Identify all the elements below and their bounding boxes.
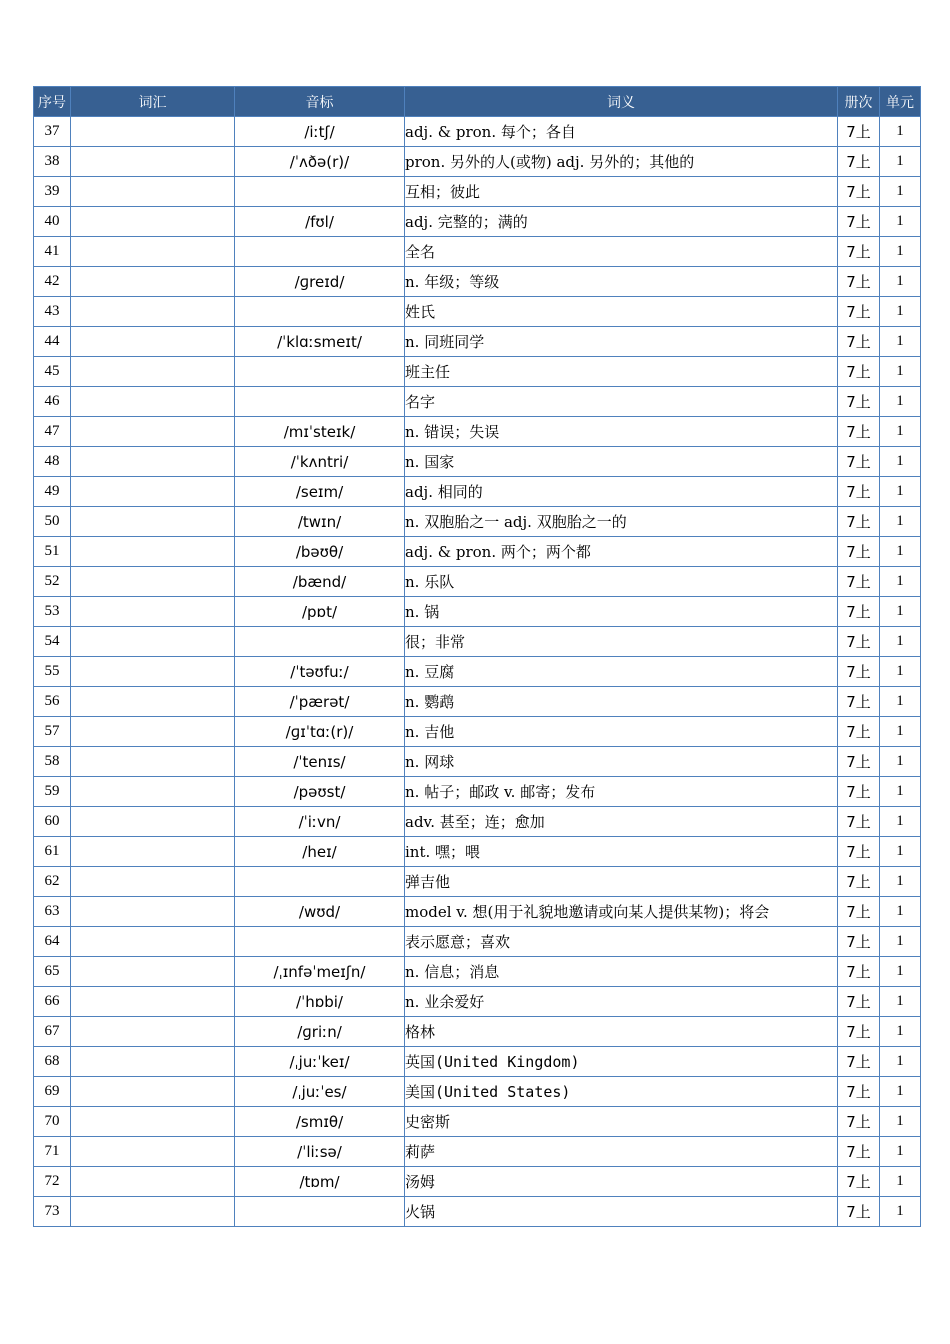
cell-word <box>71 357 235 387</box>
cell-phonetic <box>235 927 405 957</box>
cell-meaning: 火锅 <box>405 1197 838 1227</box>
cell-meaning: int. 嘿；喂 <box>405 837 838 867</box>
cell-unit: 1 <box>880 117 921 147</box>
table-row <box>34 177 921 207</box>
cell-word <box>71 387 235 417</box>
cell-seq: 45 <box>34 357 71 387</box>
cell-word <box>71 627 235 657</box>
cell-phonetic: /seɪm/ <box>235 477 405 507</box>
cell-phonetic <box>235 237 405 267</box>
cell-book: 7上 <box>838 627 880 657</box>
cell-phonetic: /bəʊθ/ <box>235 537 405 567</box>
cell-book: 7上 <box>838 207 880 237</box>
table-row <box>34 627 921 657</box>
cell-phonetic: /ˈkʌntri/ <box>235 447 405 477</box>
cell-unit: 1 <box>880 777 921 807</box>
cell-phonetic: /ˈtenɪs/ <box>235 747 405 777</box>
cell-meaning: 格林 <box>405 1017 838 1047</box>
cell-meaning: n. 年级；等级 <box>405 267 838 297</box>
table-row <box>34 927 921 957</box>
table-row <box>34 1197 921 1227</box>
cell-word <box>71 267 235 297</box>
cell-phonetic: /fʊl/ <box>235 207 405 237</box>
cell-meaning: n. 错误；失误 <box>405 417 838 447</box>
cell-seq: 38 <box>34 147 71 177</box>
cell-seq: 70 <box>34 1107 71 1137</box>
cell-meaning: 名字 <box>405 387 838 417</box>
table-row <box>34 1077 921 1107</box>
cell-phonetic: /mɪˈsteɪk/ <box>235 417 405 447</box>
table-row <box>34 657 921 687</box>
table-row <box>34 207 921 237</box>
cell-book: 7上 <box>838 567 880 597</box>
cell-book: 7上 <box>838 687 880 717</box>
cell-word <box>71 717 235 747</box>
cell-unit: 1 <box>880 147 921 177</box>
header-row <box>34 87 921 117</box>
cell-book: 7上 <box>838 507 880 537</box>
cell-word <box>71 117 235 147</box>
cell-unit: 1 <box>880 987 921 1017</box>
cell-unit: 1 <box>880 477 921 507</box>
cell-meaning: 弹吉他 <box>405 867 838 897</box>
cell-meaning: pron. 另外的人(或物) adj. 另外的；其他的 <box>405 147 838 177</box>
cell-unit: 1 <box>880 1047 921 1077</box>
cell-seq: 54 <box>34 627 71 657</box>
cell-phonetic <box>235 357 405 387</box>
cell-phonetic: /heɪ/ <box>235 837 405 867</box>
cell-word <box>71 837 235 867</box>
cell-unit: 1 <box>880 507 921 537</box>
cell-book: 7上 <box>838 537 880 567</box>
cell-unit: 1 <box>880 1077 921 1107</box>
cell-unit: 1 <box>880 567 921 597</box>
cell-book: 7上 <box>838 597 880 627</box>
table-row <box>34 297 921 327</box>
table-row <box>34 897 921 927</box>
header-book: 册次 <box>838 87 880 117</box>
cell-meaning: adj. & pron. 两个；两个都 <box>405 537 838 567</box>
cell-seq: 68 <box>34 1047 71 1077</box>
cell-unit: 1 <box>880 177 921 207</box>
cell-meaning: n. 信息；消息 <box>405 957 838 987</box>
table-row <box>34 777 921 807</box>
cell-book: 7上 <box>838 957 880 987</box>
cell-phonetic: /ˌjuːˈkeɪ/ <box>235 1047 405 1077</box>
table-row <box>34 567 921 597</box>
cell-meaning: model v. 想(用于礼貌地邀请或向某人提供某物)；将会 <box>405 897 838 927</box>
cell-seq: 47 <box>34 417 71 447</box>
cell-book: 7上 <box>838 417 880 447</box>
cell-seq: 58 <box>34 747 71 777</box>
vocabulary-table <box>33 86 921 1227</box>
cell-meaning: 很；非常 <box>405 627 838 657</box>
cell-unit: 1 <box>880 357 921 387</box>
cell-phonetic: /ˌjuːˈes/ <box>235 1077 405 1107</box>
cell-unit: 1 <box>880 957 921 987</box>
cell-word <box>71 687 235 717</box>
cell-phonetic: /ˈklɑːsmeɪt/ <box>235 327 405 357</box>
cell-phonetic <box>235 627 405 657</box>
cell-meaning: n. 网球 <box>405 747 838 777</box>
cell-seq: 50 <box>34 507 71 537</box>
cell-book: 7上 <box>838 747 880 777</box>
table-row <box>34 267 921 297</box>
cell-word <box>71 507 235 537</box>
cell-phonetic <box>235 867 405 897</box>
cell-meaning: adj. 完整的；满的 <box>405 207 838 237</box>
cell-word <box>71 1107 235 1137</box>
header-seq: 序号 <box>34 87 71 117</box>
cell-book: 7上 <box>838 357 880 387</box>
cell-book: 7上 <box>838 147 880 177</box>
cell-word <box>71 567 235 597</box>
cell-unit: 1 <box>880 867 921 897</box>
table-row <box>34 597 921 627</box>
cell-unit: 1 <box>880 1167 921 1197</box>
header-meaning: 词义 <box>405 87 838 117</box>
cell-word <box>71 867 235 897</box>
cell-phonetic: /ɡriːn/ <box>235 1017 405 1047</box>
cell-book: 7上 <box>838 1167 880 1197</box>
table-row <box>34 957 921 987</box>
cell-word <box>71 1137 235 1167</box>
cell-meaning: 班主任 <box>405 357 838 387</box>
cell-phonetic: /ˈtəʊfuː/ <box>235 657 405 687</box>
cell-word <box>71 897 235 927</box>
cell-book: 7上 <box>838 177 880 207</box>
table-row <box>34 1167 921 1197</box>
cell-seq: 60 <box>34 807 71 837</box>
cell-book: 7上 <box>838 837 880 867</box>
cell-book: 7上 <box>838 1077 880 1107</box>
cell-meaning: adv. 甚至；连；愈加 <box>405 807 838 837</box>
header-phonetic: 音标 <box>235 87 405 117</box>
cell-phonetic: /bænd/ <box>235 567 405 597</box>
cell-phonetic: /ɡɪˈtɑː(r)/ <box>235 717 405 747</box>
cell-seq: 37 <box>34 117 71 147</box>
cell-meaning: 英国(United Kingdom) <box>405 1047 838 1077</box>
table-row <box>34 537 921 567</box>
cell-seq: 55 <box>34 657 71 687</box>
cell-word <box>71 927 235 957</box>
cell-seq: 40 <box>34 207 71 237</box>
cell-phonetic: /wʊd/ <box>235 897 405 927</box>
cell-meaning: n. 业余爱好 <box>405 987 838 1017</box>
table-row <box>34 1107 921 1137</box>
cell-book: 7上 <box>838 447 880 477</box>
cell-seq: 64 <box>34 927 71 957</box>
cell-word <box>71 237 235 267</box>
cell-word <box>71 147 235 177</box>
cell-book: 7上 <box>838 987 880 1017</box>
cell-book: 7上 <box>838 1017 880 1047</box>
cell-meaning: n. 豆腐 <box>405 657 838 687</box>
cell-meaning: 美国(United States) <box>405 1077 838 1107</box>
cell-meaning: n. 吉他 <box>405 717 838 747</box>
cell-word <box>71 987 235 1017</box>
cell-seq: 41 <box>34 237 71 267</box>
cell-meaning: n. 乐队 <box>405 567 838 597</box>
cell-word <box>71 777 235 807</box>
table-row <box>34 867 921 897</box>
cell-seq: 57 <box>34 717 71 747</box>
cell-word <box>71 1047 235 1077</box>
cell-seq: 42 <box>34 267 71 297</box>
cell-unit: 1 <box>880 927 921 957</box>
table-row <box>34 357 921 387</box>
cell-word <box>71 417 235 447</box>
cell-unit: 1 <box>880 237 921 267</box>
cell-book: 7上 <box>838 717 880 747</box>
cell-phonetic: /ˈliːsə/ <box>235 1137 405 1167</box>
table-row <box>34 687 921 717</box>
cell-book: 7上 <box>838 237 880 267</box>
cell-seq: 39 <box>34 177 71 207</box>
cell-seq: 73 <box>34 1197 71 1227</box>
cell-word <box>71 807 235 837</box>
cell-seq: 65 <box>34 957 71 987</box>
table-row <box>34 807 921 837</box>
cell-book: 7上 <box>838 927 880 957</box>
cell-book: 7上 <box>838 117 880 147</box>
cell-meaning: 全名 <box>405 237 838 267</box>
cell-word <box>71 1167 235 1197</box>
cell-unit: 1 <box>880 417 921 447</box>
cell-unit: 1 <box>880 717 921 747</box>
cell-meaning: adj. 相同的 <box>405 477 838 507</box>
cell-seq: 53 <box>34 597 71 627</box>
cell-unit: 1 <box>880 327 921 357</box>
cell-phonetic: /ˌɪnfəˈmeɪʃn/ <box>235 957 405 987</box>
cell-unit: 1 <box>880 657 921 687</box>
cell-book: 7上 <box>838 867 880 897</box>
cell-book: 7上 <box>838 1047 880 1077</box>
cell-phonetic: /ɡreɪd/ <box>235 267 405 297</box>
table-row <box>34 417 921 447</box>
cell-unit: 1 <box>880 1137 921 1167</box>
cell-meaning: n. 同班同学 <box>405 327 838 357</box>
cell-seq: 71 <box>34 1137 71 1167</box>
cell-phonetic: /smɪθ/ <box>235 1107 405 1137</box>
table-row <box>34 507 921 537</box>
cell-seq: 72 <box>34 1167 71 1197</box>
cell-seq: 43 <box>34 297 71 327</box>
cell-meaning: 史密斯 <box>405 1107 838 1137</box>
cell-phonetic: /ˈiːvn/ <box>235 807 405 837</box>
cell-phonetic <box>235 1197 405 1227</box>
cell-book: 7上 <box>838 387 880 417</box>
cell-word <box>71 1017 235 1047</box>
table-row <box>34 147 921 177</box>
cell-word <box>71 597 235 627</box>
cell-seq: 52 <box>34 567 71 597</box>
cell-word <box>71 327 235 357</box>
cell-meaning: n. 国家 <box>405 447 838 477</box>
table-row <box>34 327 921 357</box>
cell-meaning: 表示愿意；喜欢 <box>405 927 838 957</box>
cell-phonetic <box>235 297 405 327</box>
cell-book: 7上 <box>838 1107 880 1137</box>
cell-word <box>71 447 235 477</box>
cell-book: 7上 <box>838 477 880 507</box>
table-row <box>34 1017 921 1047</box>
cell-book: 7上 <box>838 657 880 687</box>
cell-unit: 1 <box>880 537 921 567</box>
cell-book: 7上 <box>838 267 880 297</box>
cell-seq: 66 <box>34 987 71 1017</box>
table-row <box>34 987 921 1017</box>
cell-unit: 1 <box>880 447 921 477</box>
cell-unit: 1 <box>880 837 921 867</box>
cell-word <box>71 477 235 507</box>
cell-phonetic: /iːtʃ/ <box>235 117 405 147</box>
cell-seq: 46 <box>34 387 71 417</box>
cell-unit: 1 <box>880 747 921 777</box>
cell-unit: 1 <box>880 687 921 717</box>
header-unit: 单元 <box>880 87 921 117</box>
cell-unit: 1 <box>880 1197 921 1227</box>
cell-seq: 51 <box>34 537 71 567</box>
cell-seq: 44 <box>34 327 71 357</box>
table-row <box>34 837 921 867</box>
cell-seq: 48 <box>34 447 71 477</box>
cell-book: 7上 <box>838 1137 880 1167</box>
cell-meaning: n. 鹦鹉 <box>405 687 838 717</box>
cell-seq: 69 <box>34 1077 71 1107</box>
cell-seq: 67 <box>34 1017 71 1047</box>
cell-word <box>71 1197 235 1227</box>
cell-seq: 63 <box>34 897 71 927</box>
cell-word <box>71 537 235 567</box>
cell-book: 7上 <box>838 327 880 357</box>
header-word: 词汇 <box>71 87 235 117</box>
cell-book: 7上 <box>838 897 880 927</box>
cell-seq: 61 <box>34 837 71 867</box>
cell-meaning: n. 锅 <box>405 597 838 627</box>
cell-unit: 1 <box>880 207 921 237</box>
cell-seq: 59 <box>34 777 71 807</box>
cell-unit: 1 <box>880 897 921 927</box>
table-row <box>34 1137 921 1167</box>
cell-word <box>71 657 235 687</box>
cell-unit: 1 <box>880 597 921 627</box>
cell-unit: 1 <box>880 627 921 657</box>
table-row <box>34 1047 921 1077</box>
table-body <box>34 117 921 1227</box>
cell-word <box>71 1077 235 1107</box>
cell-phonetic <box>235 177 405 207</box>
cell-meaning: adj. & pron. 每个；各自 <box>405 117 838 147</box>
cell-seq: 62 <box>34 867 71 897</box>
table-row <box>34 747 921 777</box>
cell-meaning: 莉萨 <box>405 1137 838 1167</box>
cell-unit: 1 <box>880 387 921 417</box>
cell-meaning: n. 双胞胎之一 adj. 双胞胎之一的 <box>405 507 838 537</box>
table-row <box>34 447 921 477</box>
table-row <box>34 387 921 417</box>
cell-unit: 1 <box>880 1017 921 1047</box>
table-row <box>34 477 921 507</box>
cell-phonetic: /tɒm/ <box>235 1167 405 1197</box>
table-row <box>34 117 921 147</box>
cell-book: 7上 <box>838 777 880 807</box>
cell-word <box>71 747 235 777</box>
cell-unit: 1 <box>880 807 921 837</box>
cell-phonetic: /pɒt/ <box>235 597 405 627</box>
cell-phonetic: /ˈʌðə(r)/ <box>235 147 405 177</box>
cell-unit: 1 <box>880 297 921 327</box>
cell-seq: 49 <box>34 477 71 507</box>
table-row <box>34 717 921 747</box>
cell-meaning: n. 帖子；邮政 v. 邮寄；发布 <box>405 777 838 807</box>
cell-meaning: 汤姆 <box>405 1167 838 1197</box>
cell-meaning: 互相；彼此 <box>405 177 838 207</box>
cell-phonetic: /ˈpærət/ <box>235 687 405 717</box>
cell-word <box>71 297 235 327</box>
cell-book: 7上 <box>838 297 880 327</box>
table-row <box>34 237 921 267</box>
cell-seq: 56 <box>34 687 71 717</box>
cell-phonetic: /pəʊst/ <box>235 777 405 807</box>
cell-phonetic <box>235 387 405 417</box>
cell-book: 7上 <box>838 807 880 837</box>
cell-word <box>71 957 235 987</box>
cell-meaning: 姓氏 <box>405 297 838 327</box>
cell-book: 7上 <box>838 1197 880 1227</box>
cell-word <box>71 177 235 207</box>
cell-phonetic: /ˈhɒbi/ <box>235 987 405 1017</box>
cell-word <box>71 207 235 237</box>
cell-unit: 1 <box>880 267 921 297</box>
cell-phonetic: /twɪn/ <box>235 507 405 537</box>
cell-unit: 1 <box>880 1107 921 1137</box>
